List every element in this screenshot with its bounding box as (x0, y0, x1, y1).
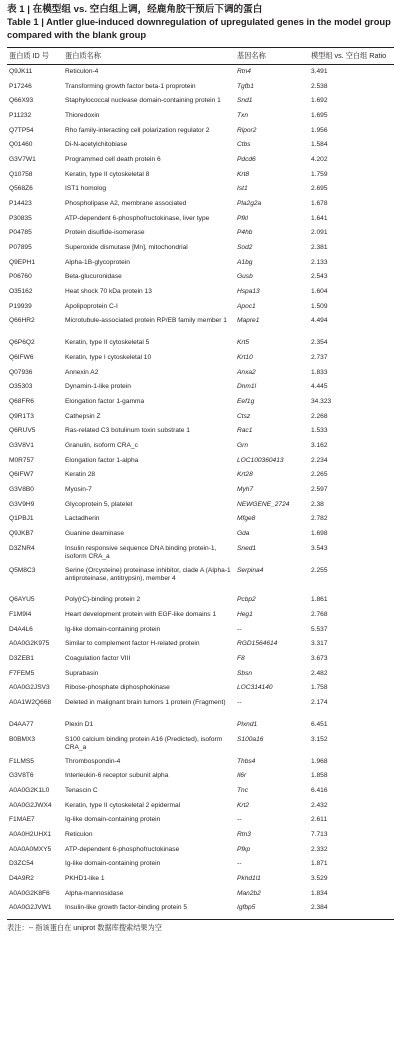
protein-id-cell: P07895 (9, 244, 32, 252)
table-row (7, 611, 394, 626)
gene-name-cell: F8 (237, 654, 245, 662)
ratio-cell: 2.332 (311, 845, 328, 853)
protein-id-cell: G3V8T6 (9, 772, 34, 780)
gene-name-cell: -- (237, 860, 242, 868)
ratio-cell: 1.968 (311, 757, 328, 765)
table-row (7, 457, 394, 472)
table-row (7, 684, 394, 699)
protein-name-cell: Elongation factor 1-gamma (65, 398, 145, 406)
gene-name-cell: A1bg (237, 258, 253, 266)
gene-name-cell: Heg1 (237, 610, 253, 618)
protein-name-cell: Beta-glucuronidase (65, 273, 122, 281)
table-row (7, 185, 394, 200)
protein-name-cell: Programmed cell death protein 6 (65, 156, 161, 164)
gene-name-cell: Rtn3 (237, 830, 251, 838)
protein-name-cell: Thioredoxin (65, 112, 100, 120)
gene-name-cell: Krt2 (237, 801, 250, 809)
table-row (7, 398, 394, 413)
gene-name-cell: Gda (237, 530, 250, 538)
gene-name-cell: Serpina4 (237, 566, 264, 574)
gene-name-cell: -- (237, 816, 242, 824)
gene-name-cell: Pfkp (237, 845, 251, 853)
ratio-cell: 2.695 (311, 185, 328, 193)
protein-name-cell: Alpha-1B-glycoprotein (65, 258, 130, 266)
ratio-cell: 1.861 (311, 596, 328, 604)
protein-name-cell: Keratin, type II cytoskeletal 8 (65, 170, 150, 178)
protein-id-cell: Q9JK11 (9, 68, 33, 75)
protein-name-cell: Keratin, type II cytoskeletal 5 (65, 339, 150, 347)
table-row (7, 141, 394, 156)
ratio-cell: 1.678 (311, 200, 328, 208)
protein-name-cell: Tenascin C (65, 786, 98, 794)
ratio-cell: 1.533 (311, 427, 328, 435)
ratio-cell: 2.38 (311, 500, 324, 508)
ratio-cell: 1.695 (311, 112, 328, 120)
protein-id-cell: Q66X93 (9, 97, 34, 105)
header-ratio: 模型组 vs. 空白组 Ratio (309, 48, 394, 65)
protein-name-cell: Cathepsin Z (65, 412, 101, 420)
protein-id-cell: Q68FR6 (9, 398, 34, 406)
table-body (7, 65, 394, 920)
ratio-cell: 1.956 (311, 126, 328, 134)
table-row (7, 127, 394, 142)
protein-id-cell: P30835 (9, 214, 32, 222)
table-row (7, 427, 394, 442)
ratio-cell: 3.491 (311, 68, 328, 75)
protein-name-cell: Phospholipase A2, membrane associated (65, 200, 187, 208)
table-row (7, 626, 394, 641)
ratio-cell: 1.584 (311, 141, 328, 149)
ratio-cell: 2.768 (311, 610, 328, 618)
protein-id-cell: A0A0A0MXY5 (9, 845, 52, 853)
table-row (7, 83, 394, 98)
ratio-cell: 1.759 (311, 170, 328, 178)
protein-id-cell: Q6RUV5 (9, 427, 36, 435)
table-row (7, 772, 394, 787)
gene-name-cell: Mfge8 (237, 515, 256, 523)
ratio-cell: 4.445 (311, 383, 328, 391)
gene-name-cell: Rtn4 (237, 68, 251, 75)
protein-id-cell: Q6P6Q2 (9, 339, 35, 347)
ratio-cell: 3.543 (311, 544, 328, 552)
table-row (7, 875, 394, 890)
protein-name-cell: Myosin-7 (65, 486, 92, 494)
protein-id-cell: P14423 (9, 200, 32, 208)
gene-name-cell: Grn (237, 442, 248, 450)
protein-name-cell: Staphylococcal nuclease domain-containing protein 1 (65, 97, 221, 105)
table-header-row (7, 48, 394, 65)
protein-name-cell: Transforming growth factor beta-1 proprotein (65, 82, 196, 90)
protein-id-cell: D3ZNR4 (9, 544, 35, 552)
ratio-cell: 2.782 (311, 515, 328, 523)
ratio-cell: 2.268 (311, 412, 328, 420)
table-row (7, 567, 394, 596)
gene-name-cell: Hspa13 (237, 288, 260, 296)
gene-name-cell: Ctsz (237, 412, 251, 420)
table-row (7, 486, 394, 501)
gene-name-cell: LOC314140 (237, 684, 273, 692)
protein-id-cell: P17246 (9, 82, 32, 90)
ratio-cell: 2.091 (311, 229, 328, 237)
table-row (7, 244, 394, 259)
protein-id-cell: A0A0G2JSV3 (9, 684, 50, 692)
ratio-cell: 6.451 (311, 720, 328, 728)
table-row (7, 215, 394, 230)
protein-id-cell: A0A1W2Q668 (9, 698, 52, 706)
gene-name-cell: Ctbs (237, 141, 251, 149)
protein-name-cell: Heart development protein with EGF-like domains 1 (65, 610, 216, 618)
protein-name-cell: Protein disulfide-isomerase (65, 229, 145, 237)
table-footnote: 表注：-- 指该蛋白在 uniprot 数据库搜索结果为空 (7, 922, 162, 932)
ratio-cell: 1.509 (311, 302, 328, 310)
protein-id-cell: O35303 (9, 383, 33, 391)
table-row (7, 273, 394, 288)
table-row (7, 156, 394, 171)
ratio-cell: 3.152 (311, 735, 328, 743)
protein-id-cell: O35162 (9, 288, 33, 296)
protein-id-cell: M0R757 (9, 456, 34, 464)
gene-name-cell: Ist1 (237, 185, 248, 193)
protein-name-cell: Suprabasin (65, 669, 99, 677)
table-row (7, 596, 394, 611)
protein-id-cell: P04785 (9, 229, 32, 237)
protein-name-cell: Poly(rC)-binding protein 2 (65, 596, 141, 604)
gene-name-cell: NEWGENE_2724 (237, 500, 290, 508)
protein-name-cell: Plexin D1 (65, 720, 94, 728)
ratio-cell: 2.133 (311, 258, 328, 266)
gene-name-cell: LOC100360413 (237, 456, 284, 464)
protein-name-cell: Keratin, type II cytoskeletal 2 epidermal (65, 801, 181, 809)
protein-name-cell: Ig-like domain-containing protein (65, 816, 161, 824)
protein-name-cell: ATP-dependent 6-phosphofructokinase (65, 845, 180, 853)
table-row (7, 383, 394, 398)
protein-id-cell: A0A0G2JWX4 (9, 801, 52, 809)
table-caption-english: Table 1 | Antler glue-induced downregulation of upregulated genes in the model group compared with the blank group (7, 16, 391, 40)
protein-name-cell: Ig-like domain-containing protein (65, 625, 161, 633)
protein-id-cell: D4AA77 (9, 720, 34, 728)
table-row (7, 904, 394, 919)
gene-name-cell: Sod2 (237, 244, 253, 252)
gene-name-cell: Dnm1l (237, 383, 257, 391)
ratio-cell: 2.265 (311, 471, 328, 479)
table-row (7, 317, 394, 339)
gene-name-cell: Tnc (237, 786, 248, 794)
protein-id-cell: A0A0G2K975 (9, 640, 50, 648)
table-row (7, 97, 394, 112)
gene-name-cell: Apoc1 (237, 302, 256, 310)
protein-id-cell: D4A4L6 (9, 625, 33, 633)
protein-id-cell: Q9R1T3 (9, 412, 34, 420)
gene-name-cell: P4hb (237, 229, 253, 237)
protein-id-cell: P11232 (9, 112, 32, 120)
ratio-cell: 2.432 (311, 801, 328, 809)
gene-name-cell: Myh7 (237, 486, 254, 494)
protein-id-cell: Q66HR2 (9, 317, 35, 325)
ratio-cell: 5.537 (311, 625, 328, 633)
protein-name-cell: Serine (Orcysteine) proteinase inhibitor, clade A (Alpha-1 antiproteinase, antitrypsin), member 4 (65, 566, 231, 583)
protein-name-cell: Heat shock 70 kDa protein 13 (65, 288, 152, 296)
table-row (7, 655, 394, 670)
protein-id-cell: F1MAE7 (9, 816, 35, 824)
table-row (7, 846, 394, 861)
protein-id-cell: Q7TP54 (9, 126, 34, 134)
protein-name-cell: Deleted in malignant brain tumors 1 protein (Fragment) (65, 698, 226, 706)
gene-name-cell: Krt10 (237, 354, 253, 362)
table-row (7, 860, 394, 875)
table-row (7, 721, 394, 736)
table-row (7, 831, 394, 846)
gene-name-cell: Tgfb1 (237, 82, 254, 90)
table-row (7, 200, 394, 215)
protein-name-cell: Insulin responsive sequence DNA binding protein-1, isoform CRA_a (65, 544, 217, 561)
ratio-cell: 2.597 (311, 486, 328, 494)
gene-name-cell: Pcbp2 (237, 596, 256, 604)
protein-name-cell: Ras-related C3 botulinum toxin substrate 1 (65, 427, 190, 435)
header-protein-name: 蛋白质名称 (63, 48, 235, 65)
ratio-cell: 4.494 (311, 317, 328, 325)
protein-id-cell: P06760 (9, 273, 32, 281)
protein-id-cell: P19939 (9, 302, 32, 310)
ratio-cell: 6.416 (311, 786, 328, 794)
gene-name-cell: Gusb (237, 273, 253, 281)
table-row (7, 288, 394, 303)
gene-name-cell: Il6r (237, 772, 247, 780)
protein-id-cell: G3V8B0 (9, 486, 34, 494)
ratio-cell: 3.162 (311, 442, 328, 450)
gene-name-cell: Igfbp5 (235, 904, 309, 919)
protein-id-cell: A0A0G2K1L0 (9, 786, 50, 794)
protein-id-cell: G3V8V1 (9, 442, 34, 450)
table-row (7, 65, 394, 83)
protein-id-cell: B0BMX3 (9, 735, 36, 743)
protein-name-cell: Rho family-interacting cell polarization regulator 2 (65, 126, 210, 134)
table-row (7, 501, 394, 516)
protein-name-cell: Thrombospondin-4 (65, 757, 121, 765)
table-row (7, 670, 394, 685)
table-row (7, 369, 394, 384)
table-row (7, 530, 394, 545)
protein-name-cell: Granulin, isoform CRA_c (65, 442, 138, 450)
protein-name-cell: Insulin-like growth factor-binding protein 5 (63, 904, 235, 919)
protein-id-cell: A0A0H2UHX1 (9, 830, 52, 838)
gene-name-cell: -- (237, 625, 242, 633)
gene-name-cell: Pfkl (237, 214, 248, 222)
table-row (7, 802, 394, 817)
protein-name-cell: Elongation factor 1-alpha (65, 456, 139, 464)
gene-name-cell: Snd1 (237, 97, 253, 105)
protein-name-cell: Guanine deaminase (65, 530, 125, 538)
protein-name-cell: Alpha-mannosidase (65, 889, 124, 897)
ratio-cell: 1.834 (311, 889, 328, 897)
ratio-cell: 1.833 (311, 368, 328, 376)
gene-name-cell: Ripor2 (237, 126, 257, 134)
table-row (7, 471, 394, 486)
protein-id-cell: Q10758 (9, 170, 33, 178)
table-row (7, 699, 394, 721)
ratio-cell: 1.641 (311, 214, 328, 222)
table-row (7, 890, 394, 905)
gene-name-cell: Mapre1 (237, 317, 260, 325)
protein-id-cell: Q6IFW7 (9, 471, 34, 479)
gene-name-cell: Pla2g2a (237, 200, 262, 208)
table-row (7, 413, 394, 428)
protein-id-cell: G3V7W1 (9, 156, 36, 164)
ratio-cell: 3.673 (311, 654, 328, 662)
ratio-cell: 2.384 (309, 904, 394, 919)
ratio-cell: 2.255 (311, 566, 328, 574)
table-row (7, 640, 394, 655)
ratio-cell: 2.174 (311, 698, 328, 706)
ratio-cell: 1.604 (311, 288, 328, 296)
protein-id-cell: Q568Z6 (9, 185, 33, 193)
protein-id-cell: D3ZEB1 (9, 654, 34, 662)
protein-name-cell: Coagulation factor VIII (65, 654, 131, 662)
ratio-cell: 34.323 (311, 398, 332, 406)
protein-table (7, 47, 394, 920)
table-row (7, 736, 394, 758)
ratio-cell: 2.482 (311, 669, 328, 677)
ratio-cell: 2.381 (311, 244, 328, 252)
protein-id-cell: F7FEM5 (9, 669, 35, 677)
protein-id-cell: Q5M8C3 (9, 566, 36, 574)
protein-name-cell: Reticulon (65, 830, 93, 838)
ratio-cell: 1.758 (311, 684, 328, 692)
protein-name-cell: S100 calcium binding protein A16 (Predicted), isoform CRA_a (65, 735, 223, 751)
table-row (7, 339, 394, 354)
protein-id-cell: F1M9I4 (9, 610, 32, 618)
ratio-cell: 1.692 (311, 97, 328, 105)
ratio-cell: 2.611 (311, 816, 328, 824)
gene-name-cell: Plxnd1 (237, 720, 258, 728)
ratio-cell: 2.737 (311, 354, 328, 362)
protein-name-cell: Dynamin-1-like protein (65, 383, 131, 391)
gene-name-cell: Man2b2 (237, 889, 261, 897)
protein-name-cell: Superoxide dismutase [Mn], mitochondrial (65, 244, 188, 252)
protein-id-cell: Q6AYU5 (9, 596, 35, 604)
protein-name-cell: Lactadherin (65, 515, 100, 523)
protein-id-cell: Q9EPH1 (9, 258, 36, 266)
ratio-cell: 1.858 (311, 772, 328, 780)
gene-name-cell: Sbsn (237, 669, 253, 677)
table-row (7, 758, 394, 773)
protein-name-cell: Reticulon-4 (65, 68, 99, 75)
table-row (7, 442, 394, 457)
ratio-cell: 3.529 (311, 874, 328, 882)
gene-name-cell: Krt5 (237, 339, 250, 347)
protein-id-cell: Q1PBJ1 (9, 515, 34, 523)
protein-name-cell: Di-N-acetylchitobiase (65, 141, 128, 149)
header-protein-id: 蛋白质 ID 号 (7, 48, 63, 65)
gene-name-cell: Thbs4 (237, 757, 256, 765)
table-row (7, 787, 394, 802)
ratio-cell: 2.354 (311, 339, 328, 347)
table-row (7, 303, 394, 318)
gene-name-cell: Eef1g (237, 398, 255, 406)
protein-id-cell: D3ZC54 (9, 860, 34, 868)
protein-name-cell: Similar to complement factor H-related protein (65, 640, 200, 648)
protein-id-cell: A0A0G2K8F6 (9, 889, 50, 897)
table-row (7, 229, 394, 244)
protein-name-cell: Keratin 28 (65, 471, 96, 479)
table-row (7, 259, 394, 274)
gene-name-cell: -- (237, 698, 242, 706)
table-row (7, 171, 394, 186)
protein-id-cell: D4A9R2 (9, 874, 34, 882)
protein-id-cell: Q9JKB7 (9, 530, 34, 538)
table-caption-chinese: 表 1 | 在模型组 vs. 空白组上调，经鹿角胶干预后下调的蛋白 (7, 4, 263, 15)
protein-id-cell: Q07936 (9, 368, 33, 376)
gene-name-cell: Sned1 (237, 544, 257, 552)
protein-name-cell: Microtubule-associated protein RP/EB family member 1 (65, 317, 227, 325)
protein-name-cell: Interleukin-6 receptor subunit alpha (65, 772, 169, 780)
table-row (7, 354, 394, 369)
gene-name-cell: Pkhd1l1 (237, 874, 261, 882)
gene-name-cell: S100a16 (237, 735, 264, 743)
protein-id-cell: A0A0G2JVW1 (7, 904, 63, 919)
protein-name-cell: Ig-like domain-containing protein (65, 860, 161, 868)
gene-name-cell: Txn (237, 112, 248, 120)
protein-id-cell: Q6IFW6 (9, 354, 34, 362)
table-row (7, 545, 394, 567)
gene-name-cell: Krt8 (237, 170, 250, 178)
table-row (7, 515, 394, 530)
gene-name-cell: Rac1 (237, 427, 253, 435)
protein-name-cell: Annexin A2 (65, 368, 99, 376)
gene-name-cell: Anxa2 (237, 368, 256, 376)
protein-name-cell: Apolipoprotein C-I (65, 302, 118, 310)
ratio-cell: 3.317 (311, 640, 328, 648)
gene-name-cell: Pdcd6 (237, 156, 256, 164)
gene-name-cell: Krt28 (237, 471, 253, 479)
protein-name-cell: IST1 homolog (65, 185, 107, 193)
protein-name-cell: ATP-dependent 6-phosphofructokinase, liver type (65, 214, 210, 222)
protein-name-cell: PKHD1-like 1 (65, 874, 105, 882)
protein-id-cell: Q01460 (9, 141, 33, 149)
ratio-cell: 2.234 (311, 456, 328, 464)
table-row (7, 112, 394, 127)
table-row (7, 816, 394, 831)
ratio-cell: 4.202 (311, 156, 328, 164)
protein-name-cell: Glycoprotein 5, platelet (65, 500, 133, 508)
ratio-cell: 7.713 (311, 830, 328, 838)
ratio-cell: 2.543 (311, 273, 328, 281)
protein-id-cell: G3V9H9 (9, 500, 35, 508)
ratio-cell: 1.698 (311, 530, 328, 538)
ratio-cell: 1.871 (311, 860, 328, 868)
protein-name-cell: Ribose-phosphate diphosphokinase (65, 684, 170, 692)
gene-name-cell: RGD1564614 (237, 640, 278, 648)
ratio-cell: 2.538 (311, 82, 328, 90)
header-gene-name: 基因名称 (235, 48, 309, 65)
protein-name-cell: Keratin, type I cytoskeletal 10 (65, 354, 152, 362)
protein-id-cell: F1LMS5 (9, 757, 34, 765)
